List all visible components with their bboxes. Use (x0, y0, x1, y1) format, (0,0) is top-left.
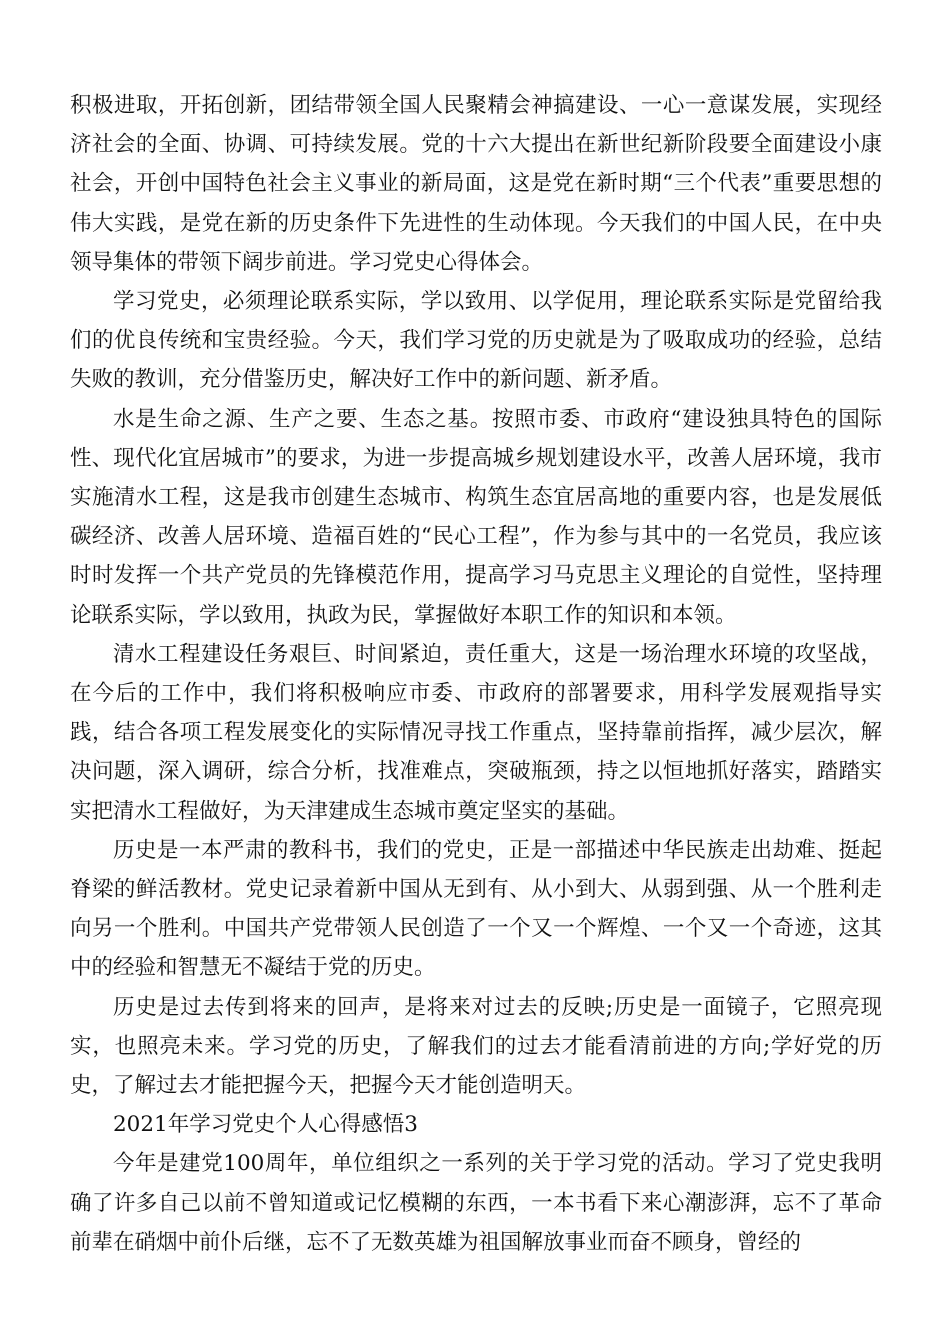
paragraph-history-textbook: 历史是一本严肃的教科书，我们的党史，正是一部描述中华民族走出劫难、挺起脊梁的鲜活教材。党史记录着新中国从无到有、从小到大、从弱到强、从一个胜利走向另一个胜利。中国共产党带领人民创造了一个又一个辉煌、一个又一个奇迹，这其中的经验和智慧无不凝结于党的历史。 (70, 837, 882, 981)
paragraph-theory-practice: 学习党史，必须理论联系实际，学以致用、以学促用，理论联系实际是党留给我们的优良传统和宝贵经验。今天，我们学习党的历史就是为了吸取成功的经验，总结失败的教训，充分借鉴历史，解决好工作中的新问题、新矛盾。 (70, 289, 882, 393)
document-page (70, 86, 882, 1262)
paragraph-continued: 积极进取，开拓创新，团结带领全国人民聚精会神搞建设、一心一意谋发展，实现经济社会的全面、协调、可持续发展。党的十六大提出在新世纪新阶段要全面建设小康社会，开创中国特色社会主义事业的新局面，这是党在新时期“三个代表”重要思想的伟大实践，是党在新的历史条件下先进性的生动体现。今天我们的中国人民，在中央领导集体的带领下阔步前进。学习党史心得体会。 (70, 93, 882, 275)
section-heading: 2021年学习党史个人心得感悟3 (113, 1112, 418, 1138)
paragraph-clean-water: 水是生命之源、生产之要、生态之基。按照市委、市政府“建设独具特色的国际性、现代化宜居城市”的要求，为进一步提高城乡规划建设水平，改善人居环境，我市实施清水工程，这是我市创建生态城市、构筑生态宜居高地的重要内容，也是发展低碳经济、改善人居环境、造福百姓的“民心工程”，作为参与其中的一名党员，我应该时时发挥一个共产党员的先锋模范作用，提高学习马克思主义理论的自觉性，坚持理论联系实际，学以致用，执政为民，掌握做好本职工作的知识和本领。 (70, 406, 882, 628)
paragraph-project-tasks: 清水工程建设任务艰巨、时间紧迫，责任重大，这是一场治理水环境的攻坚战，在今后的工作中，我们将积极响应市委、市政府的部署要求，用科学发展观指导实践，结合各项工程发展变化的实际情况寻找工作重点，坚持靠前指挥，减少层次，解决问题，深入调研，综合分析，找准难点，突破瓶颈，持之以恒地抓好落实，踏踏实实把清水工程做好，为天津建成生态城市奠定坚实的基础。 (70, 641, 882, 824)
paragraph-history-echo: 历史是过去传到将来的回声，是将来对过去的反映;历史是一面镜子，它照亮现实，也照亮未来。学习党的历史，了解我们的过去才能看清前进的方向;学好党的历史，了解过去才能把握今天，把握今天才能创造明天。 (70, 994, 882, 1099)
paragraph-centenary: 今年是建党100周年，单位组织之一系列的关于学习党的活动。学习了党史我明确了许多自己以前不曾知道或记忆模糊的东西，一本书看下来心潮澎湃，忘不了革命前辈在硝烟中前仆后继，忘不了无数英雄为祖国解放事业而奋不顾身，曾经的 (70, 1151, 882, 1255)
